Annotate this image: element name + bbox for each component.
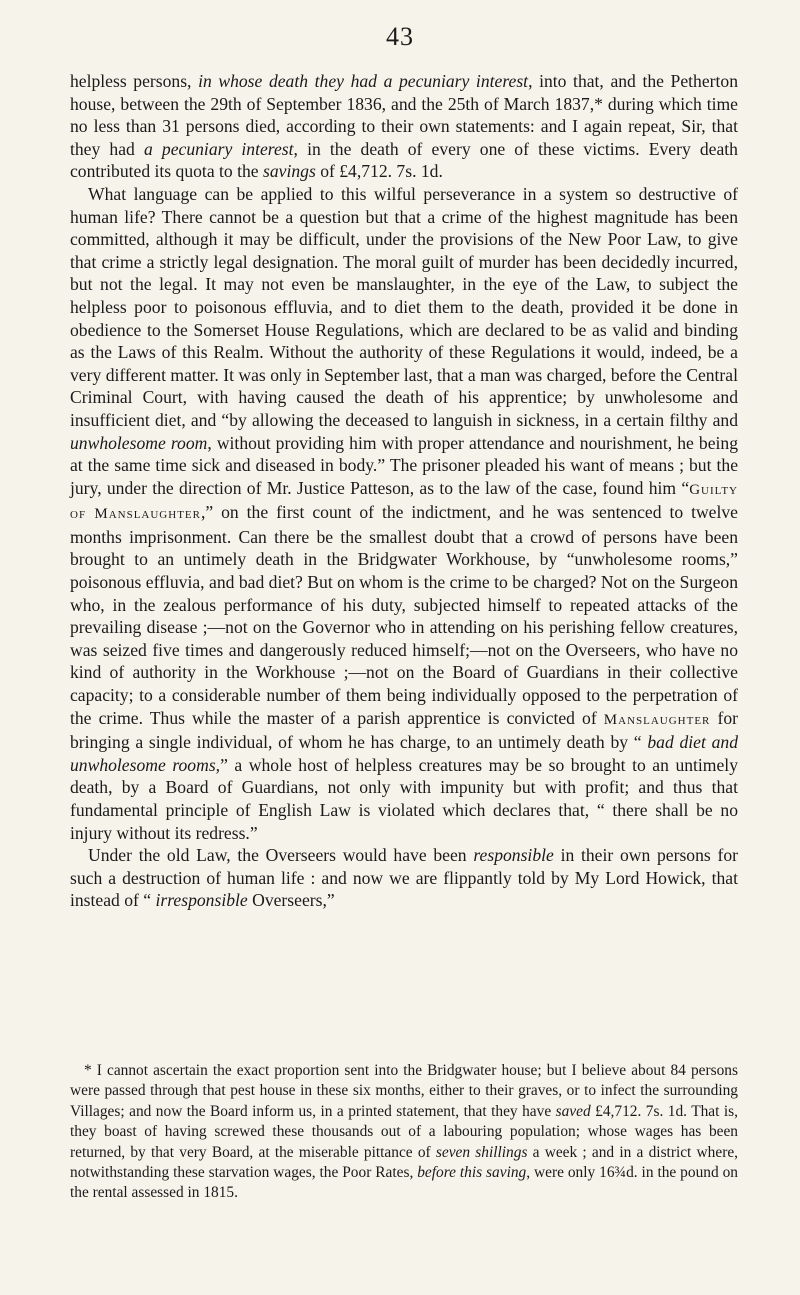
paragraph-3 — [70, 844, 738, 912]
italic-run: saved — [555, 1102, 591, 1120]
italic-run: before this saving — [417, 1164, 527, 1182]
text-run: Overseers,” — [247, 890, 335, 911]
text-run: helpless persons, — [70, 71, 199, 91]
paragraph-1 — [70, 70, 738, 183]
text-run: a week ; and in a district where, notwithstanding these starvation wages, the Poor Rates, — [70, 1143, 739, 1182]
paragraph-2 — [70, 183, 738, 844]
text-run: , without providing him with proper attendance and nourishment, he being at the same time sick and diseased in body.” The prisoner pleaded his want of means ; but the jury, under the direction of Mr. Justice Patteson, as to the law of the case, found him “ — [70, 432, 738, 498]
italic-run: unwholesome room — [70, 432, 208, 453]
small-caps-run: Guilty of Manslaughter — [70, 481, 738, 523]
main-text — [70, 70, 738, 912]
italic-run: bad diet and unwholesome rooms, — [70, 732, 738, 775]
footnote — [70, 1061, 738, 1204]
text-run: ” a whole host of helpless creatures may be so brought to an untimely death, by a Board of Guardians, not only with impunity but with profit; and thus that fundamental principle of English Law is violated which declares that, “ there shall be no injury without its redress.” — [70, 754, 738, 843]
italic-run: seven shillings — [435, 1143, 528, 1161]
text-run: of £4,712. 7s. 1d. — [315, 161, 443, 182]
text-run: , in the death of every one of these victims. Every death contributed its quota to the — [70, 138, 738, 182]
italic-run: responsible — [473, 845, 554, 866]
italic-run: in whose death they had a pecuniary interest — [198, 71, 529, 91]
text-run: * I cannot ascertain the exact proportion sent into the Bridgwater house; but I believe about 84 persons were passed through that pest house in these six months, either to their graves, or to infect the surrounding Villages; and now the Board inform us, in a printed statement, that they have — [70, 1062, 738, 1120]
text-run: in their own persons for such a destruction of human life : and now we are flippantly told by My Lord Howick, that instead of “ — [70, 845, 739, 911]
text-run: Under the old Law, the Overseers would have been — [88, 845, 474, 866]
small-caps-run: Manslaughter — [603, 711, 711, 728]
footnote-paragraph — [70, 1061, 738, 1204]
text-run: for bringing a single individual, of whom he has charge, to an untimely death by “ — [70, 707, 738, 753]
text-run: , into that, and the Petherton house, between the 29th of September 1836, and the 25th of March 1837,* during which time no less than 31 persons died, according to their own statements: and I again repeat, Sir, that they had — [70, 71, 738, 159]
italic-run: savings — [263, 161, 316, 182]
italic-run: a pecuniary interest — [143, 138, 294, 159]
text-run: What language can be applied to this wilful perseverance in a system so destructive of human life? There cannot be a question but that a crime of the highest magnitude has been committed, although it may be difficult, under the provisions of the New Poor Law, to give that crime a strictly legal designation. The moral guilt of murder has been decidedly incurred, but not the legal. It may not even be manslaughter, in the eye of the Law, to subject the helpless poor to poisonous effluvia, and to diet them to the death, provided it be done in obedience to the Somerset House Regulations, which are declared to be as valid and binding as the Laws of this Realm. Without the authority of these Regulations it would, indeed, be a very different matter. It was only in September last, that a man was charged, before the Central Criminal Court, with having caused the death of his apprentice; by unwholesome and insufficient diet, and “by allowing the deceased to languish in sickness, in a certain filthy and — [70, 183, 738, 430]
page-number: 43 — [386, 22, 414, 51]
text-run: ,” on the first count of the indictment, and he was sentenced to twelve months imprisonment. Can there be the smallest doubt that a crowd of persons have been brought to an untimely death in the Bridgwater Workhouse, by “unwholesome rooms,” poisonous effluvia, and bad diet? But on whom is the crime to be charged? Not on the Surgeon who, in the zealous performance of his duty, subjected himself to repeated attacks of the prevailing disease ;—not on the Governor who in attending on his perishing fellow creatures, was seized five times and dangerously reduced himself;—not on the Overseers, who have no kind of authority in the Workhouse ;—not on the Board of Guardians in their collective capacity; to a considerable number of them being individually opposed to the perpetration of the crime. Thus while the master of a parish apprentice is convicted of — [70, 502, 738, 728]
text-run: , were only 16¾d. in the pound on the rental assessed in 1815. — [70, 1164, 738, 1202]
text-run: £4,712. 7s. 1d. That is, they boast of having screwed these thousands out of a labouring population; whose wages has been returned, by that very Board, at the miserable pittance of — [70, 1102, 738, 1161]
italic-run: irresponsible — [155, 890, 248, 911]
